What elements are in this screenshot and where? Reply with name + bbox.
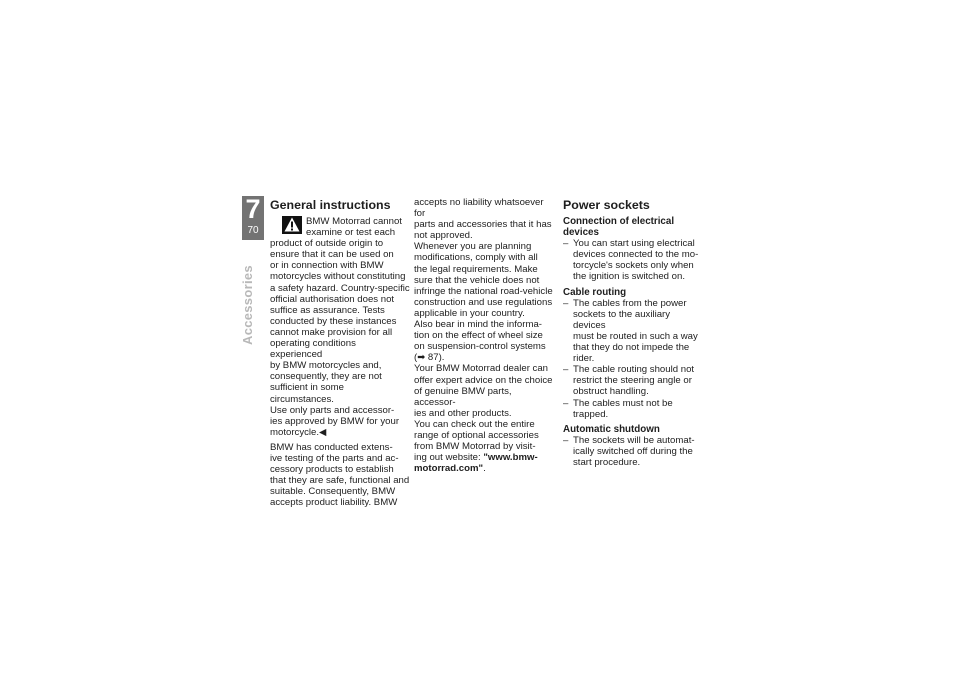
warning-line: examine or test each xyxy=(306,227,396,239)
chapter-tab xyxy=(242,196,264,240)
warning-line: conducted by these instances xyxy=(270,315,397,327)
warning-line: official authorisation does not xyxy=(270,293,395,305)
planning-line: Whenever you are planning xyxy=(414,241,532,253)
list-item-line: must be routed in such a way xyxy=(573,330,698,342)
wheel-line: Also bear in mind the informa- xyxy=(414,319,542,331)
warning-block xyxy=(270,216,410,438)
dealer-line: of genuine BMW parts, accessor- xyxy=(414,385,512,408)
planning-line: infringe the national road-vehicle xyxy=(414,285,553,297)
check-line: You can check out the entire xyxy=(414,418,535,430)
website-suffix: . xyxy=(483,463,486,475)
list-item-line: that they do not impede the xyxy=(573,342,690,354)
list-item xyxy=(563,238,703,282)
warning-line: operating conditions experienced xyxy=(270,338,356,361)
warning-icon xyxy=(282,216,302,234)
shutdown-list xyxy=(563,435,703,468)
parts-line: Use only parts and accessor- xyxy=(270,404,395,416)
testing-line: BMW has conducted extens- xyxy=(270,441,393,453)
list-item-line: rider. xyxy=(573,353,595,365)
website-link: "www.bmw- xyxy=(483,452,538,464)
wheel-line: on suspension-control systems xyxy=(414,341,546,353)
testing-line: ive testing of the parts and ac- xyxy=(270,452,399,464)
parts-text: motorcycle. xyxy=(270,426,320,438)
section-title: Accessories xyxy=(240,265,255,345)
list-item-line: the ignition is switched on. xyxy=(573,271,685,283)
list-item xyxy=(563,435,703,468)
liability-line: accepts no liability whatsoever for xyxy=(414,197,544,220)
list-item-line: obstruct handling. xyxy=(573,386,649,398)
list-item xyxy=(563,398,703,420)
website-line xyxy=(414,452,554,463)
chapter-number: 7 xyxy=(245,194,261,224)
list-item-line: – The cable routing should not xyxy=(573,364,695,376)
list-item-line: trapped. xyxy=(573,408,609,420)
list-item-line: – The cables must not be xyxy=(573,397,673,409)
warning-line: ensure that it can be used on xyxy=(270,249,394,261)
page-reference: (➡ 87). xyxy=(414,352,445,364)
list-item-line: – You can start using electrical xyxy=(573,238,695,250)
page-number: 70 xyxy=(247,225,259,236)
website-link: motorrad.com" xyxy=(414,463,484,475)
planning-line: applicable in your country. xyxy=(414,307,525,319)
column-general xyxy=(270,198,410,508)
warning-line: sufficient in some circumstances. xyxy=(270,382,344,405)
website-prefix: ing out website: xyxy=(414,452,484,464)
warning-line: consequently, they are not xyxy=(270,371,382,383)
liability-line: not approved. xyxy=(414,230,473,242)
column-power-sockets xyxy=(563,198,703,468)
warning-line: BMW Motorrad cannot xyxy=(306,216,402,227)
connection-heading: Connection of electrical xyxy=(563,216,675,227)
list-item xyxy=(563,298,703,365)
parts-line-last xyxy=(270,427,410,438)
end-mark-icon: ◀ xyxy=(319,426,327,438)
shutdown-heading: Automatic shutdown xyxy=(563,423,660,435)
list-item-line: – The cables from the power xyxy=(573,297,687,309)
warning-line: cannot make provision for all xyxy=(270,326,393,338)
list-item-line: start procedure. xyxy=(573,456,641,468)
testing-line: cessory products to establish xyxy=(270,464,394,476)
warning-line: or in connection with BMW xyxy=(270,260,384,272)
planning-line: construction and use regulations xyxy=(414,296,553,308)
warning-line: motorcycles without constituting xyxy=(270,271,406,283)
list-item-line: ically switched off during the xyxy=(573,445,693,457)
list-item-line: devices connected to the mo- xyxy=(573,249,699,261)
testing-line: suitable. Consequently, BMW xyxy=(270,486,396,498)
list-item-line: sockets to the auxiliary devices xyxy=(573,308,671,331)
testing-line: accepts product liability. BMW xyxy=(270,497,398,509)
connection-list xyxy=(563,238,703,282)
dealer-line: Your BMW Motorrad dealer can xyxy=(414,363,549,375)
dealer-line: ies and other products. xyxy=(414,407,512,419)
warning-line: a safety hazard. Country-specific xyxy=(270,282,410,294)
parts-line: ies approved by BMW for your xyxy=(270,415,400,427)
dealer-line: offer expert advice on the choice xyxy=(414,374,553,386)
connection-heading: devices xyxy=(563,227,599,239)
list-item-line: restrict the steering angle or xyxy=(573,375,692,387)
list-item-line: torcycle's sockets only when xyxy=(573,260,694,272)
routing-heading: Cable routing xyxy=(563,286,627,298)
testing-line: that they are safe, functional and xyxy=(270,475,410,487)
power-heading: Power sockets xyxy=(563,198,650,212)
planning-line: sure that the vehicle does not xyxy=(414,274,540,286)
liability-line: parts and accessories that it has xyxy=(414,219,552,231)
list-item-line: – The sockets will be automat- xyxy=(573,434,695,446)
check-line: range of optional accessories xyxy=(414,429,539,441)
website-line xyxy=(414,463,554,474)
warning-line: suffice as assurance. Tests xyxy=(270,304,385,316)
list-item xyxy=(563,364,703,397)
wheel-line: tion on the effect of wheel size xyxy=(414,330,543,342)
column-continued xyxy=(414,197,554,474)
warning-line: product of outside origin to xyxy=(270,238,384,250)
routing-list xyxy=(563,298,703,420)
planning-line: the legal requirements. Make xyxy=(414,263,538,275)
check-line: from BMW Motorrad by visit- xyxy=(414,441,536,453)
general-heading: General instructions xyxy=(270,198,391,212)
warning-line: by BMW motorcycles and, xyxy=(270,360,382,372)
planning-line: modifications, comply with all xyxy=(414,252,538,264)
